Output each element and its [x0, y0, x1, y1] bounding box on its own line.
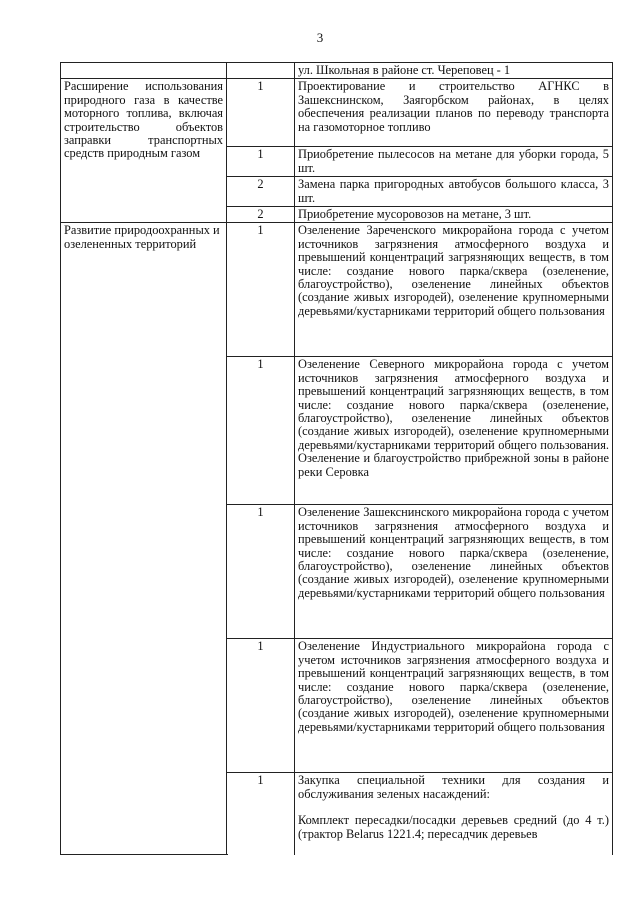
priority-value: 1 [227, 223, 295, 357]
priority-value: 1 [227, 773, 295, 855]
measure-text: Приобретение пылесосов на метане для уборки города, 5 шт. [295, 147, 613, 177]
priority-value: 2 [227, 177, 295, 207]
measure-cell [295, 773, 613, 855]
measure-text: Закупка специальной техники для создания и обслуживания зеленых насаждений: [298, 773, 609, 801]
goal-text: Расширение использования природного газа в качестве моторного топлива, включая строительство объектов заправки транспортных средств природным газом [61, 79, 227, 223]
measures-table [60, 62, 613, 855]
priority-value: 1 [227, 639, 295, 773]
measure-text: Проектирование и строительство АГНКС в Зашекснинском, Заягорбском районах, в целях обеспечения реализации планов по переводу транспорта на газомоторное топливо [295, 79, 613, 147]
measure-text: ул. Школьная в районе ст. Череповец - 1 [295, 63, 613, 79]
priority-value: 1 [227, 147, 295, 177]
measure-text: Приобретение мусоровозов на метане, 3 шт. [295, 207, 613, 223]
table-row [61, 63, 613, 79]
measure-text: Озеленение Индустриального микрорайона города с учетом источников загрязнения атмосферного воздуха и превышений концентраций загрязняющих веществ, в том числе: создание нового парка/сквера (озеленение, благоустройство), озеленение линейных объектов (создание живых изгородей), озеленение крупномерными деревьями/кустарниками территорий общего пользования [295, 639, 613, 773]
measure-text: Озеленение Зареченского микрорайона города с учетом источников загрязнения атмосферного воздуха и превышений концентраций загрязняющих веществ, в том числе: создание нового парка/сквера (озеленение, благоустройство), озеленение линейных объектов (создание живых изгородей), озеленение крупномерными деревьями/кустарниками территорий общего пользования [295, 223, 613, 357]
measure-text: Озеленение Зашекснинского микрорайона города с учетом источников загрязнения атмосферного воздуха и превышений концентраций загрязняющих веществ, в том числе: создание нового парка/сквера (озеленение, благоустройство), озеленение линейных объектов (создание живых изгородей), озеленение крупномерными деревьями/кустарниками территорий общего пользования [295, 505, 613, 639]
priority-cell-empty [227, 63, 295, 79]
priority-value: 1 [227, 357, 295, 505]
measure-text: Замена парка пригородных автобусов большого класса, 3 шт. [295, 177, 613, 207]
measure-text-continued: Комплект пересадки/посадки деревьев средний (до 4 т.) (трактор Belarus 1221.4; пересадчик деревьев [298, 813, 609, 841]
priority-value: 2 [227, 207, 295, 223]
priority-value: 1 [227, 79, 295, 147]
priority-value: 1 [227, 505, 295, 639]
goal-cell-empty [61, 63, 227, 79]
table-row [61, 79, 613, 147]
page-number: 3 [316, 30, 324, 45]
measure-text: Озеленение Северного микрорайона города с учетом источников загрязнения атмосферного воздуха и превышений концентраций загрязняющих веществ, в том числе: создание нового парка/сквера (озеленение, благоустройство), озеленение линейных объектов (создание живых изгородей), озеленение крупномерными деревьями/кустарниками территорий общего пользования. Озеленение и благоустройство прибрежной зоны в районе реки Серовка [295, 357, 613, 505]
table-row [61, 223, 613, 357]
goal-text: Развитие природоохранных и озелененных территорий [61, 223, 227, 855]
